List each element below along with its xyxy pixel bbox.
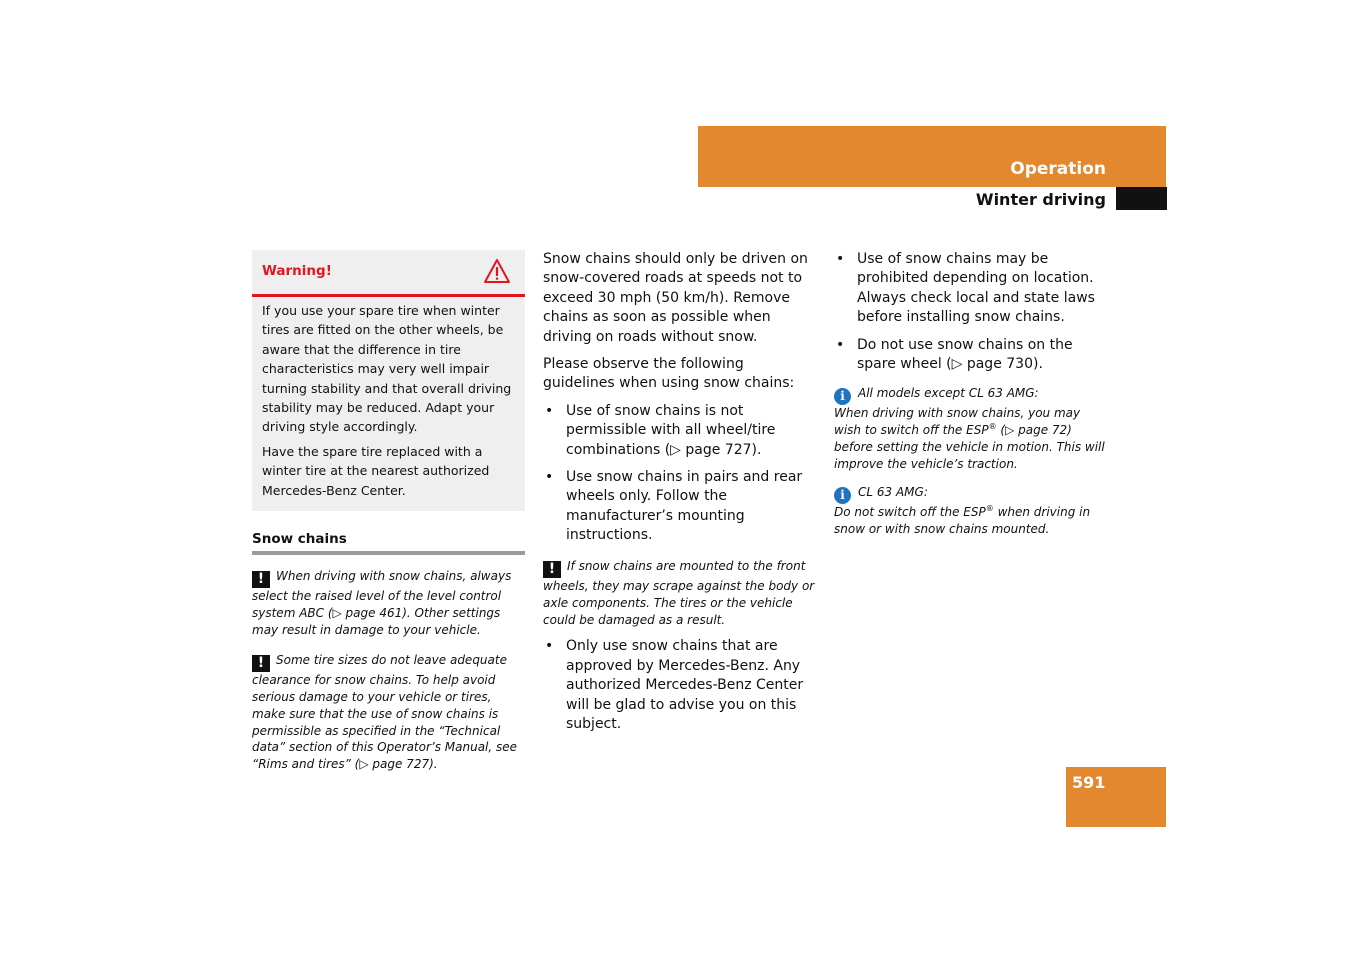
- column-right: [834, 250, 1107, 538]
- column-left: [252, 250, 525, 773]
- subsection-title: Winter driving: [975, 190, 1106, 209]
- info-note: i All models except CL 63 AMG: When driving with snow chains, you may wish to switch off the ESP® (▷ page 72) before setting the vehicle in motion. This will improve the vehicle’s traction.: [834, 386, 1105, 472]
- column-middle: [543, 250, 816, 734]
- warning-box: [252, 250, 525, 511]
- exclamation-icon: !: [252, 655, 270, 672]
- warning-paragraph: If you use your spare tire when winter tires are fitted on the other wheels, be aware that the difference in tire characteristics may very well impair turning stability and that overall driving stability may be reduced. Adapt your driving style accordingly.: [262, 303, 512, 435]
- info-icon: i: [834, 487, 851, 504]
- exclamation-icon: !: [543, 561, 561, 578]
- list-item: • Use of snow chains may be prohibited depending on location. Always check local and state laws before installing snow chains.: [834, 250, 1107, 328]
- intro-paragraph: Snow chains should only be driven on snow-covered roads at speeds not to exceed 30 mph (50 km/h). Remove chains as soon as possible when driving on roads without snow.: [543, 251, 808, 345]
- guidelines-list: [543, 402, 816, 546]
- page-number: 591: [1072, 773, 1106, 792]
- guidelines-paragraph: Please observe the following guidelines when using snow chains:: [543, 356, 795, 392]
- warning-paragraph: Have the spare tire replaced with a winter tire at the nearest authorized Mercedes-Benz Center.: [262, 443, 490, 498]
- info-note: i CL 63 AMG: Do not switch off the ESP® when driving in snow or with snow chains mounted.: [834, 485, 1091, 536]
- list-item: • Do not use snow chains on the spare wheel (▷ page 730).: [834, 336, 1107, 375]
- snow-chains-heading: Snow chains: [252, 531, 525, 555]
- section-title: Operation: [1010, 159, 1106, 179]
- exclamation-icon: !: [252, 571, 270, 588]
- restrictions-list: [834, 250, 1107, 374]
- guidelines-list: [543, 637, 816, 734]
- info-heading: CL 63 AMG:: [858, 485, 928, 500]
- list-item: • Only use snow chains that are approved by Mercedes-Benz. Any authorized Mercedes-Benz Center will be glad to advise you on this subject.: [543, 637, 816, 734]
- warning-title: Warning!: [262, 263, 332, 279]
- caution-note: ! If snow chains are mounted to the front wheels, they may scrape against the body or axle components. The tires or the vehicle could be damaged as a result.: [543, 558, 815, 627]
- caution-note: ! When driving with snow chains, always select the raised level of the level control system ABC (▷ page 461). Other settings may result in damage to your vehicle.: [252, 569, 512, 637]
- info-heading: All models except CL 63 AMG:: [858, 386, 1039, 401]
- list-item: • Use snow chains in pairs and rear wheels only. Follow the manufacturer’s mounting instructions.: [543, 468, 816, 546]
- warning-body: [252, 297, 525, 511]
- info-icon: i: [834, 388, 851, 405]
- page-number-box: [1066, 767, 1166, 827]
- caution-note: ! Some tire sizes do not leave adequate clearance for snow chains. To help avoid serious damage to your vehicle or tires, make sure that the use of snow chains is permissible as specified in the “Technical data” section of this Operator’s Manual, see “Rims and tires” (▷ page 727).: [252, 652, 518, 772]
- header-tab-marker: [1116, 187, 1167, 210]
- warning-header: [252, 250, 525, 297]
- warning-triangle-icon: [483, 258, 511, 284]
- list-item: • Use of snow chains is not permissible with all wheel/tire combinations (▷ page 727).: [543, 402, 816, 460]
